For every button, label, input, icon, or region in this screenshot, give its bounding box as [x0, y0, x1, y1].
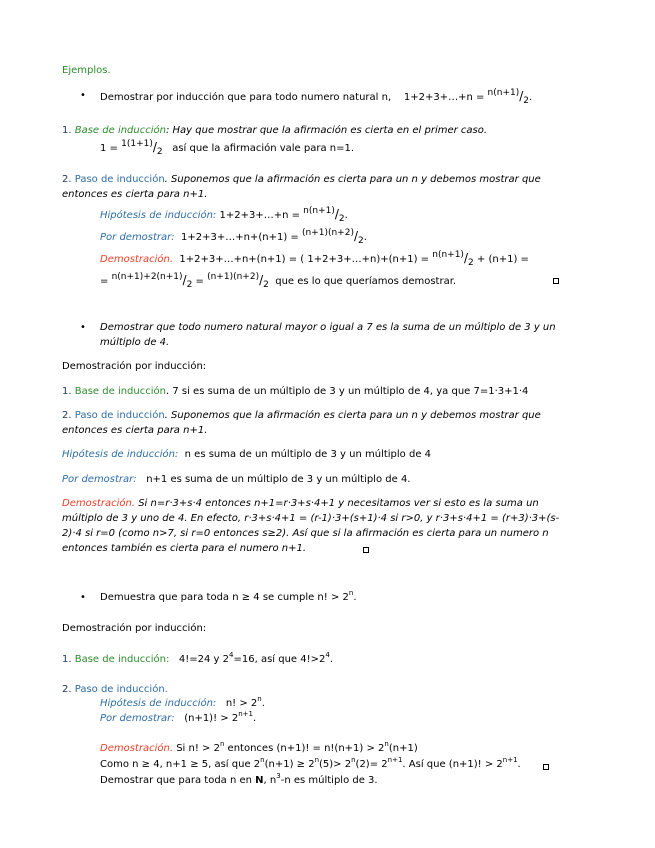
example2-statement: Demostrar que todo numero natural mayor o igual a 7 es la suma de un múltiplo de 3 y un [100, 322, 556, 333]
example3-hypothesis: Hipótesis de inducción: n! > $2^n$. [100, 695, 265, 709]
example1-base-equation: 1 = 1(1+1)/2 así que la afirmación vale para n=1. [100, 139, 355, 157]
example3-demonstration: Demostración. Si n! > $2^n$ entonces (n+1)! = $n!(n+1) > 2^n(n+1)$ [100, 740, 418, 754]
example2-proof-title: Demostración por inducción: [62, 361, 207, 372]
example1-hypothesis: Hipótesis de inducción: 1+2+3+…+n = n(n+1)/2. [100, 206, 348, 224]
example1-statement: Demostrar por inducción que para todo numero natural n, 1+2+3+…+n = n(n+1)/2. [100, 88, 533, 106]
example2-hypothesis: Hipótesis de inducción: n es suma de un múltiplo de 3 y un múltiplo de 4 [62, 449, 432, 460]
bullet: • [80, 322, 86, 333]
example1-step: 2. Paso de inducción. Suponemos que la afirmación es cierta para un n y debemos mostrar que [62, 174, 541, 185]
example3-proof-title: Demostración por inducción: [62, 623, 207, 634]
qed-symbol [363, 547, 369, 553]
example1-base: 1. Base de inducción: Hay que mostrar que la afirmación es cierta en el primer caso. [62, 125, 488, 136]
example2-demonstration-l3: 2)·4 si r=0 (como n>7, si r=0 entonces s≥2). Así que si la afirmación es cierta para un numero n [62, 528, 549, 539]
example2-step: 2. Paso de inducción. Suponemos que la afirmación es cierta para un n y debemos mostrar que [62, 410, 541, 421]
example2-statement-cont: múltiplo de 4. [100, 337, 170, 348]
example3-demonstration-l2: Como n ≥ 4, n+1 ≥ 5, así que $2^n(n+1) \ge 2^n(5)> 2^n(2)= 2^{n+1}$. Así que (n+1)! > $2^{n+1}$. [100, 756, 521, 770]
bullet: • [80, 592, 86, 603]
example2-demonstration: Demostración. Si n=r·3+s·4 entonces n+1=r·3+s·4+1 y necesitamos ver si esto es la suma un [62, 498, 539, 509]
bullet: • [80, 90, 86, 101]
example2-demonstration-l2: múltiplo de 3 y uno de 4. En efecto, r·3+s·4+1 = (r-1)·3+(s+1)·4 si r>0, y r·3+s·4+1 = (r+3)·3+(s- [62, 513, 560, 524]
example2-to-prove: Por demostrar: n+1 es suma de un múltiplo de 3 y un múltiplo de 4. [62, 474, 411, 485]
example3-statement: Demuestra que para toda n ≥ 4 se cumple n! > $2^n$. [100, 589, 357, 603]
example3-step: 2. Paso de inducción. [62, 684, 168, 695]
qed-symbol [543, 764, 549, 770]
example1-to-prove: Por demostrar: 1+2+3+…+n+(n+1) = (n+1)(n+2)/2. [100, 228, 367, 246]
example1-step-cont: entonces es cierta para n+1. [62, 189, 208, 200]
example2-demonstration-l4: entonces también es cierta para el numero n+1. [62, 543, 307, 554]
section-heading: Ejemplos. [62, 65, 111, 76]
example1-demonstration: Demostración. 1+2+3+…+n+(n+1) = ( 1+2+3+…+n)+(n+1) = n(n+1)/2 + (n+1) = [100, 250, 529, 268]
example3-to-prove: Por demostrar: (n+1)! > $2^{n+1}$. [100, 710, 257, 724]
example2-step-cont: entonces es cierta para n+1. [62, 425, 208, 436]
example3-base: 1. Base de inducción: 4!=24 y $2^4=16$, así que $4!>2^4$. [62, 651, 334, 665]
next-exercise-statement: Demostrar que para toda n en N, $n^3-n$ es múltiplo de 3. [100, 772, 378, 786]
qed-symbol [553, 278, 559, 284]
example1-demonstration-cont: = n(n+1)+2(n+1)/2 = (n+1)(n+2)/2 que es lo que queríamos demostrar. [100, 272, 457, 290]
example2-base: 1. Base de inducción. 7 si es suma de un múltiplo de 3 y un múltiplo de 4, ya que 7=1·3+1·4 [62, 386, 529, 397]
